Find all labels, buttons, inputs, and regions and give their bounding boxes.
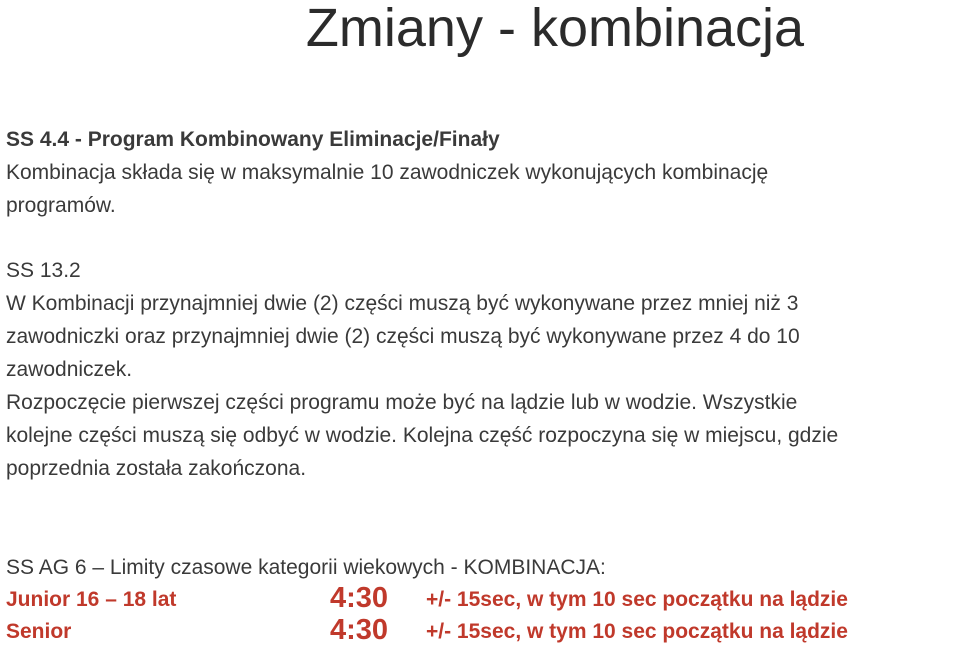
- paragraph-line: W Kombinacji przynajmniej dwie (2) części muszą być wykonywane przez mniej niż 3: [6, 292, 799, 315]
- page-title: Zmiany - kombinacja: [305, 0, 805, 58]
- paragraph-line: Kombinacja składa się w maksymalnie 10 zawodniczek wykonujących kombinację: [6, 161, 769, 184]
- paragraph-line: zawodniczek.: [6, 358, 133, 381]
- paragraph-line: kolejne części muszą się odbyć w wodzie. Kolejna część rozpoczyna się w miejscu, gdzie: [6, 424, 839, 447]
- paragraph-line: poprzednia została zakończona.: [6, 457, 307, 480]
- section-heading: SS 4.4 - Program Kombinowany Eliminacje/Finały: [6, 128, 500, 151]
- category-label: Senior: [6, 620, 72, 643]
- time-limit-value: 4:30: [330, 614, 389, 646]
- tolerance-text: +/- 15sec, w tym 10 sec początku na lądzie: [426, 620, 848, 643]
- time-limit-row-junior: [6, 584, 954, 616]
- paragraph-line: programów.: [6, 194, 116, 217]
- section-time-limits: [6, 551, 954, 584]
- tolerance-text: +/- 15sec, w tym 10 sec początku na lądzie: [426, 588, 848, 611]
- section-heading: SS 13.2: [6, 259, 81, 282]
- paragraph-line: Rozpoczęcie pierwszej części programu może być na lądzie lub w wodzie. Wszystkie: [6, 391, 798, 414]
- category-label: Junior 16 – 18 lat: [6, 588, 177, 611]
- section-program-combination: [6, 123, 954, 222]
- time-limit-value: 4:30: [330, 582, 389, 614]
- section-heading: SS AG 6 – Limity czasowe kategorii wiekowych - KOMBINACJA:: [6, 556, 606, 579]
- section-rule-13-2: [6, 254, 954, 485]
- time-limit-row-senior: [6, 616, 954, 648]
- paragraph-line: zawodniczki oraz przynajmniej dwie (2) części muszą być wykonywane przez 4 do 10: [6, 325, 800, 348]
